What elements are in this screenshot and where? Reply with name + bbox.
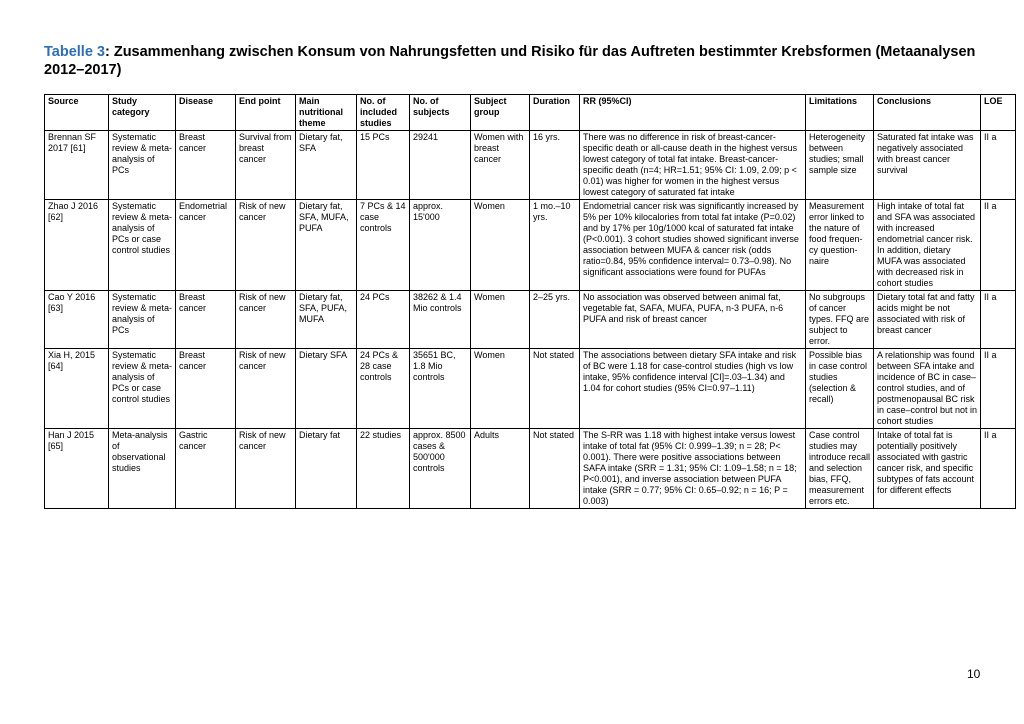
header-rr: RR (95%CI) — [580, 95, 806, 131]
cell-subject-group: Women — [471, 291, 530, 349]
page-number: 10 — [967, 667, 981, 681]
cell-subject-group: Women with breast cancer — [471, 131, 530, 200]
meta-analysis-table — [44, 94, 1016, 509]
header-study-category: Study category — [109, 95, 176, 131]
cell-study-category: Systematic review & meta-analysis of PCs or case control studies — [109, 349, 176, 429]
cell-subject-group: Women — [471, 200, 530, 291]
cell-duration: Not stated — [530, 349, 580, 429]
header-limitations: Limitations — [806, 95, 874, 131]
cell-no-subjects: approx. 15'000 — [410, 200, 471, 291]
header-loe: LOE — [981, 95, 1016, 131]
table-row — [45, 291, 1016, 349]
cell-duration: Not stated — [530, 429, 580, 509]
cell-conclusions: High intake of total fat and SFA was associated with increased endometrial cancer risk. In addition, dietary MUFA was associated with decreased risk in cohort studies — [874, 200, 981, 291]
table-header-row — [45, 95, 1016, 131]
cell-rr: There was no difference in risk of breast-cancer-specific death or all-cause death in the highest versus lowest category of total fat intake. Breast-cancer-specific death (n=4; HR=1.51; 95% CI: 1.09, 2.09; p < 0.01) was higher for women in the highest versus lowest category of saturated fat intake — [580, 131, 806, 200]
header-no-subjects: No. of subjects — [410, 95, 471, 131]
table-row — [45, 200, 1016, 291]
cell-main-theme: Dietary SFA — [296, 349, 357, 429]
cell-main-theme: Dietary fat, SFA, PUFA, MUFA — [296, 291, 357, 349]
cell-no-studies: 15 PCs — [357, 131, 410, 200]
cell-rr: The associations between dietary SFA intake and risk of BC were 1.18 for case-control studies (high vs low intake, 95% confidence interval [CI]=.03–1.34) and 1.04 for cohort studies (95% CI=0.97–1.11) — [580, 349, 806, 429]
cell-subject-group: Women — [471, 349, 530, 429]
cell-limitations: No subgroups of cancer types. FFQ are subject to error. — [806, 291, 874, 349]
cell-no-subjects: 38262 & 1.4 Mio controls — [410, 291, 471, 349]
cell-end-point: Risk of new cancer — [236, 291, 296, 349]
table-row — [45, 349, 1016, 429]
cell-no-studies: 24 PCs — [357, 291, 410, 349]
cell-subject-group: Adults — [471, 429, 530, 509]
cell-loe: II a — [981, 200, 1016, 291]
cell-end-point: Risk of new cancer — [236, 429, 296, 509]
cell-source: Cao Y 2016 [63] — [45, 291, 109, 349]
cell-study-category: Systematic review & meta-analysis of PCs or case control studies — [109, 200, 176, 291]
header-disease: Disease — [176, 95, 236, 131]
header-source: Source — [45, 95, 109, 131]
cell-loe: II a — [981, 349, 1016, 429]
cell-end-point: Risk of new cancer — [236, 200, 296, 291]
cell-conclusions: Intake of total fat is potentially positively associated with gastric cancer risk, and specific subtypes of fats account for different effects — [874, 429, 981, 509]
cell-source: Brennan SF 2017 [61] — [45, 131, 109, 200]
cell-conclusions: Dietary total fat and fatty acids might be not associated with risk of breast cancer — [874, 291, 981, 349]
cell-duration: 1 mo.–10 yrs. — [530, 200, 580, 291]
cell-no-subjects: 35651 BC, 1.8 Mio controls — [410, 349, 471, 429]
table-title-text: : Zusammenhang zwischen Konsum von Nahrungsfetten und Risiko für das Auftreten bestimmter Krebsformen (Metaanalysen 2012–2017) — [44, 44, 976, 78]
cell-end-point: Survival from breast cancer — [236, 131, 296, 200]
cell-study-category: Systematic review & meta-analysis of PCs — [109, 131, 176, 200]
header-no-studies: No. of included studies — [357, 95, 410, 131]
cell-limitations: Case control studies may introduce recall and selection bias, FFQ, measurement errors etc. — [806, 429, 874, 509]
cell-no-subjects: approx. 8500 cases & 500'000 controls — [410, 429, 471, 509]
cell-main-theme: Dietary fat — [296, 429, 357, 509]
cell-limitations: Heterogeneity between studies; small sample size — [806, 131, 874, 200]
cell-disease: Breast cancer — [176, 349, 236, 429]
cell-end-point: Risk of new cancer — [236, 349, 296, 429]
cell-loe: II a — [981, 429, 1016, 509]
cell-disease: Breast cancer — [176, 291, 236, 349]
header-conclusions: Conclusions — [874, 95, 981, 131]
header-end-point: End point — [236, 95, 296, 131]
cell-study-category: Meta-analysis of observational studies — [109, 429, 176, 509]
cell-no-subjects: 29241 — [410, 131, 471, 200]
cell-loe: II a — [981, 131, 1016, 200]
cell-conclusions: A relationship was found between SFA intake and incidence of BC in case–control studies, and of postmenopausal BC risk in case–control but not in cohort studies — [874, 349, 981, 429]
table-title — [44, 43, 984, 79]
header-duration: Duration — [530, 95, 580, 131]
cell-source: Xia H, 2015 [64] — [45, 349, 109, 429]
cell-rr: Endometrial cancer risk was significantly increased by 5% per 10% kilocalories from total fat intake (P=0.02) and by 17% per 10g/1000 kcal of saturated fat intake (P<0.001). 3 cohort studies showed significant inverse association between MUFA & cancer risk (odds ratio=0.84, 95% confidence interval= 0.73–0.98). No significant associations were found for PUFAs — [580, 200, 806, 291]
cell-limitations: Possible bias in case control studies (selection & recall) — [806, 349, 874, 429]
cell-disease: Endometrial cancer — [176, 200, 236, 291]
cell-rr: The S-RR was 1.18 with highest intake versus lowest intake of total fat (95% CI: 0.999–1.39; n = 28; P< 0.001). There were positive associations between SAFA intake (SRR = 1.31; 95% CI: 1.09–1.58; n = 18; P<0.001), and inverse association between PUFA intake (SRR = 0.77; 95% CI: 0.65–0.92; n = 16; P = 0.003) — [580, 429, 806, 509]
cell-no-studies: 22 studies — [357, 429, 410, 509]
cell-no-studies: 7 PCs & 14 case controls — [357, 200, 410, 291]
cell-disease: Gastric cancer — [176, 429, 236, 509]
cell-study-category: Systematic review & meta-analysis of PCs — [109, 291, 176, 349]
cell-main-theme: Dietary fat, SFA, MUFA, PUFA — [296, 200, 357, 291]
header-subject-group: Subject group — [471, 95, 530, 131]
table-row — [45, 131, 1016, 200]
cell-loe: II a — [981, 291, 1016, 349]
cell-duration: 16 yrs. — [530, 131, 580, 200]
cell-main-theme: Dietary fat, SFA — [296, 131, 357, 200]
header-main-theme: Main nutritional theme — [296, 95, 357, 131]
cell-no-studies: 24 PCs & 28 case controls — [357, 349, 410, 429]
cell-limitations: Measurement error linked to the nature of food frequen-cy question-naire — [806, 200, 874, 291]
table-label: Tabelle 3 — [44, 44, 105, 60]
cell-rr: No association was observed between animal fat, vegetable fat, SAFA, MUFA, PUFA, n-3 PUFA, n-6 PUFA and risk of breast cancer — [580, 291, 806, 349]
cell-source: Zhao J 2016 [62] — [45, 200, 109, 291]
cell-duration: 2–25 yrs. — [530, 291, 580, 349]
cell-conclusions: Saturated fat intake was negatively associated with breast cancer survival — [874, 131, 981, 200]
cell-disease: Breast cancer — [176, 131, 236, 200]
table-row — [45, 429, 1016, 509]
cell-source: Han J 2015 [65] — [45, 429, 109, 509]
